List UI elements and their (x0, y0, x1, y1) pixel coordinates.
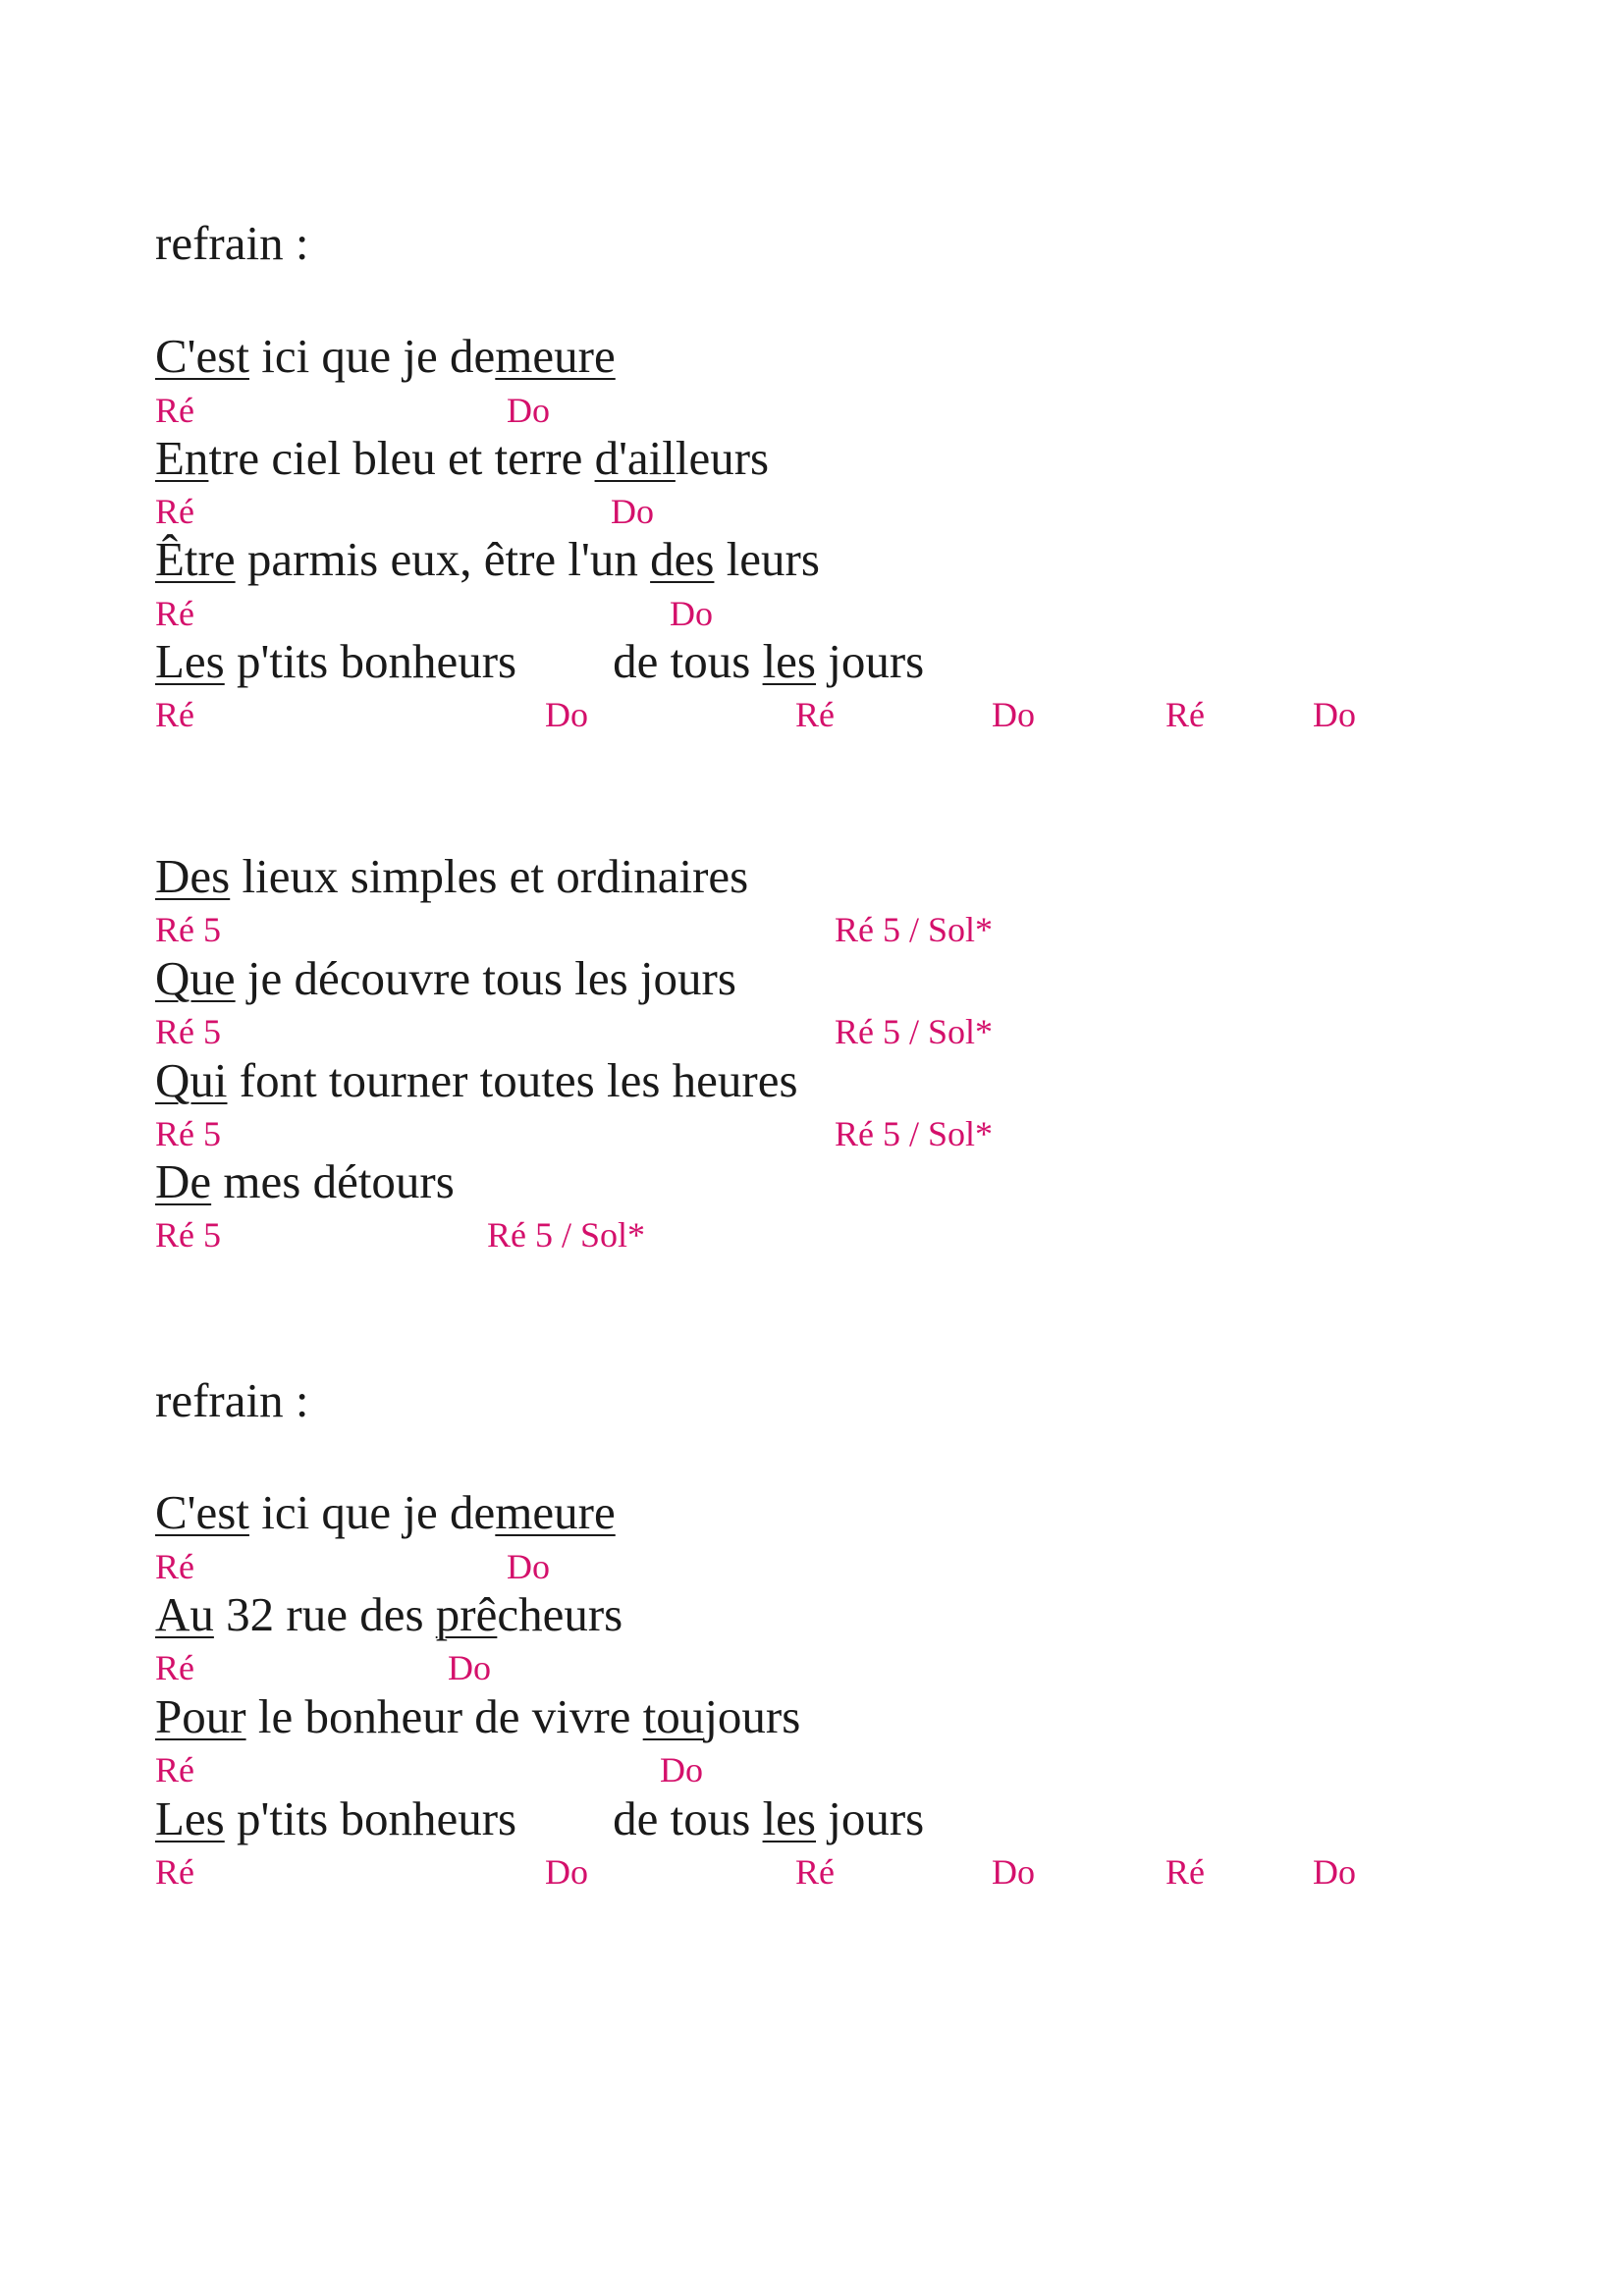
chord-label: Do (992, 1852, 1035, 1892)
lyric-segment: mes détours (211, 1154, 455, 1208)
section-heading: refrain : (155, 216, 309, 270)
lyric-segment: meure (495, 329, 616, 383)
chord-label: Do (992, 695, 1035, 734)
chord-label: Ré 5 (155, 1012, 221, 1051)
chord-label: Ré (155, 1852, 194, 1892)
lyric-segment: leurs (675, 431, 770, 485)
lyric-line (155, 431, 770, 485)
lyric-segment: C'est (155, 1485, 249, 1539)
lyric-segment: Au (155, 1587, 214, 1641)
lyric-segment: des (650, 532, 715, 586)
chord-label: Ré (795, 695, 835, 734)
lyric-segment: les (762, 1791, 816, 1845)
chord-label: Do (1313, 1852, 1356, 1892)
chord-label: Ré (1165, 1852, 1205, 1892)
lyric-line (155, 951, 736, 1005)
chord-label: Ré 5 (155, 910, 221, 949)
chord-label: Ré (795, 1852, 835, 1892)
lyric-line (155, 532, 820, 586)
lyric-segment: jours (704, 1689, 801, 1743)
lyric-line (155, 1154, 455, 1208)
lyric-line (155, 329, 616, 383)
lyric-segment: prê (435, 1587, 498, 1641)
chord-label: Do (1313, 695, 1356, 734)
chord-label: Do (507, 1547, 550, 1586)
lyric-line (155, 1587, 623, 1641)
chord-label: Do (545, 1852, 588, 1892)
lyric-segment: tou (642, 1689, 705, 1743)
lyric-segment: 32 rue des (213, 1587, 436, 1641)
lyric-segment: les (762, 634, 816, 688)
chord-label: Do (507, 391, 550, 430)
lyric-line (155, 1053, 798, 1107)
chord-label: Ré (155, 492, 194, 531)
lyric-segment: Que (155, 951, 236, 1005)
lyric-line (155, 1791, 925, 1845)
lyric-segment: le bonheur de vivre (245, 1689, 643, 1743)
chord-label: Do (670, 594, 713, 633)
chord-label: Do (545, 695, 588, 734)
lyric-segment: De (155, 1154, 212, 1208)
lyric-segment: tre ciel bleu et terre (208, 431, 595, 485)
lyric-segment: Des (155, 849, 231, 903)
chord-label: Ré 5 / Sol* (835, 1114, 994, 1153)
lyric-segment: lieux simples et ordinaires (230, 849, 749, 903)
lyric-segment: Être (155, 532, 236, 586)
lyric-segment: leurs (714, 532, 820, 586)
chord-label: Do (611, 492, 654, 531)
chord-label: Ré (155, 1750, 194, 1789)
chord-label: Ré 5 (155, 1114, 221, 1153)
chord-label: Ré 5 / Sol* (487, 1215, 646, 1255)
chord-label: Ré 5 / Sol* (835, 1012, 994, 1051)
lyric-line (155, 1689, 801, 1743)
lyric-segment: Pour (155, 1689, 246, 1743)
chord-label: Ré (155, 594, 194, 633)
chord-label: Do (660, 1750, 703, 1789)
lyric-segment: p'tits bonheurs de tous (224, 634, 763, 688)
lyric-segment: Qui (155, 1053, 228, 1107)
chord-label: Ré 5 (155, 1215, 221, 1255)
lyric-segment: cheurs (497, 1587, 623, 1641)
lyric-segment: Les (155, 634, 225, 688)
lyric-line (155, 634, 925, 688)
lyric-segment: En (155, 431, 209, 485)
lyric-segment: font tourner toutes les heures (227, 1053, 798, 1107)
lyric-segment: ici que je de (248, 329, 496, 383)
lyric-line (155, 849, 749, 903)
chord-label: Ré (155, 1648, 194, 1687)
lyric-segment: Les (155, 1791, 225, 1845)
lyric-segment: je découvre tous les jours (235, 951, 736, 1005)
lyric-segment: meure (495, 1485, 616, 1539)
lyric-segment: parmis eux, être l'un (235, 532, 651, 586)
lyric-line (155, 1485, 616, 1539)
chord-label: Ré (155, 695, 194, 734)
chord-label: Ré (155, 1547, 194, 1586)
lyric-segment: jours (816, 1791, 925, 1845)
lyric-segment: jours (816, 634, 925, 688)
lyric-segment: ici que je de (248, 1485, 496, 1539)
lyric-segment: C'est (155, 329, 249, 383)
section-heading: refrain : (155, 1373, 309, 1427)
chord-label: Do (448, 1648, 491, 1687)
lyric-segment: p'tits bonheurs de tous (224, 1791, 763, 1845)
lyric-segment: d'ail (594, 431, 676, 485)
chord-label: Ré (155, 391, 194, 430)
chord-label: Ré (1165, 695, 1205, 734)
chord-label: Ré 5 / Sol* (835, 910, 994, 949)
